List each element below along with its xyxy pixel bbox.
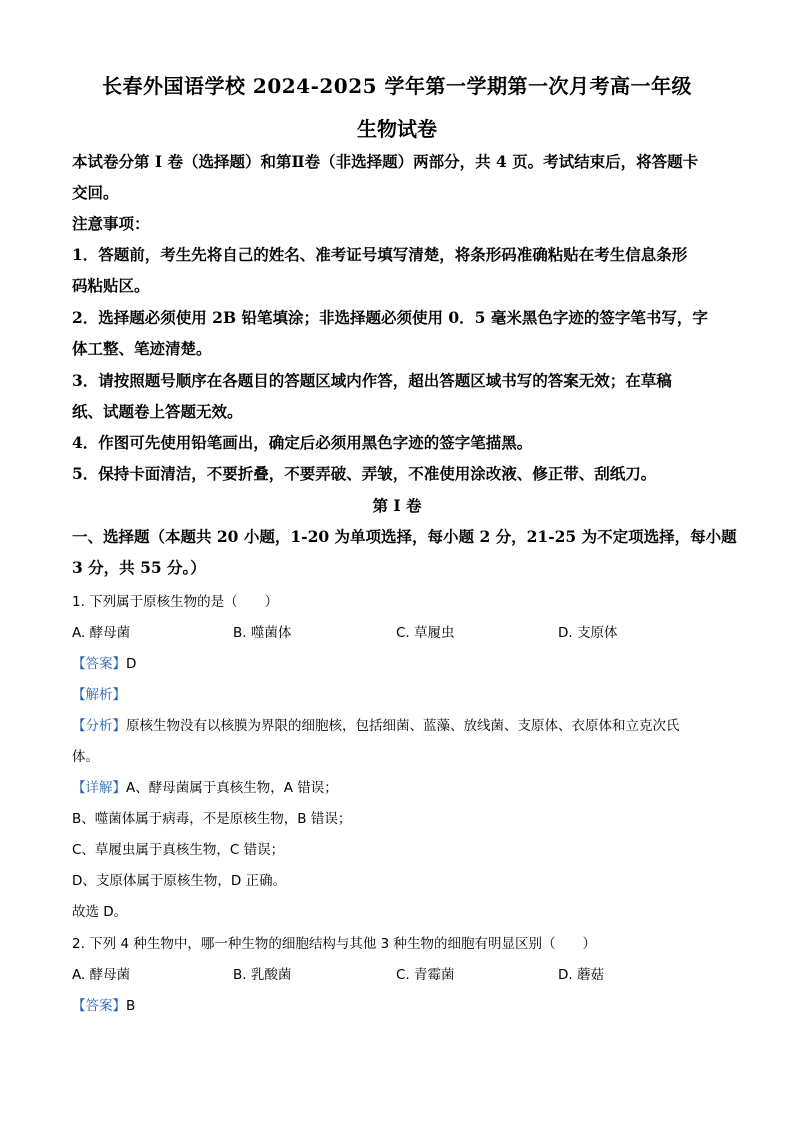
question-2-options (72, 963, 732, 983)
option-c: C. 草履虫 (396, 625, 455, 641)
intro-line-1: 本试卷分第 I 卷（选择题）和第Ⅱ卷（非选择题）两部分，共 4 页。考试结束后，将答题卡 (72, 152, 699, 171)
detail-line: B、噬菌体属于病毒，不是原核生物，B 错误； (72, 811, 352, 827)
option-a: A. 酵母菌 (72, 625, 131, 641)
section-heading-line-1: 一、选择题（本题共 20 小题，1-20 为单项选择，每小题 2 分，21-25 为不定项选择，每小题 (72, 527, 737, 546)
detail-text: A、酵母菌属于真核生物，A 错误； (126, 780, 338, 796)
question-2-answer (72, 994, 732, 1014)
fenxi-text: 原核生物没有以核膜为界限的细胞核，包括细菌、蓝藻、放线菌、支原体、衣原体和立克次氏 (126, 718, 680, 734)
fenxi-line-1 (72, 714, 732, 734)
fenxi-tag: 【分析】 (72, 718, 126, 734)
question-1-stem: 1. 下列属于原核生物的是（ ） (72, 594, 279, 610)
section-heading-line-2: 3 分，共 55 分。） (72, 558, 206, 577)
option-b: B. 噬菌体 (233, 625, 292, 641)
notice-line: 1．答题前，考生先将自己的姓名、准考证号填写清楚，将条形码准确粘贴在考生信息条形 (72, 245, 688, 264)
question-1-options (72, 621, 732, 641)
exam-subtitle: 生物试卷 (357, 117, 437, 141)
detail-line: D、支原体属于原核生物，D 正确。 (72, 873, 287, 889)
notice-line: 4．作图可先使用铅笔画出，确定后必须用黑色字迹的签字笔描黑。 (72, 433, 533, 452)
notice-heading: 注意事项： (72, 214, 150, 233)
answer-tag: 【答案】 (72, 656, 126, 672)
notice-line: 3．请按照题号顺序在各题目的答题区域内作答，超出答题区域书写的答案无效；在草稿 (72, 371, 672, 390)
answer-value: B (126, 998, 136, 1014)
option-d: D. 支原体 (558, 625, 618, 641)
detail-tag: 【详解】 (72, 780, 126, 796)
answer-value: D (126, 656, 137, 672)
intro-line-2: 交回。 (72, 183, 119, 202)
option-c: C. 青霉菌 (396, 967, 455, 983)
notice-line: 纸、试题卷上答题无效。 (72, 402, 243, 421)
fenxi-line-2: 体。 (72, 749, 99, 765)
detail-line: C、草履虫属于真核生物，C 错误； (72, 842, 285, 858)
question-2-stem: 2. 下列 4 种生物中，哪一种生物的细胞结构与其他 3 种生物的细胞有明显区别（ ） (72, 936, 597, 952)
exam-title: 长春外国语学校 2024-2025 学年第一学期第一次月考高一年级 (101, 74, 693, 98)
notice-line: 2．选择题必须使用 2B 铅笔填涂；非选择题必须使用 0．5 毫米黑色字迹的签字笔书写，字 (72, 308, 708, 327)
option-a: A. 酵母菌 (72, 967, 131, 983)
notice-line: 码粘贴区。 (72, 276, 150, 295)
notice-line: 5．保持卡面清洁，不要折叠，不要弄破、弄皱，不准使用涂改液、修正带、刮纸刀。 (72, 464, 657, 483)
detail-line-1 (72, 776, 732, 796)
option-d: D. 蘑菇 (558, 967, 604, 983)
section-title: 第 I 卷 (372, 496, 422, 515)
analysis-tag: 【解析】 (72, 687, 126, 703)
answer-tag: 【答案】 (72, 998, 126, 1014)
notice-line: 体工整、笔迹清楚。 (72, 339, 212, 358)
option-b: B. 乳酸菌 (233, 967, 292, 983)
detail-line: 故选 D。 (72, 904, 128, 920)
question-1-answer (72, 652, 732, 672)
